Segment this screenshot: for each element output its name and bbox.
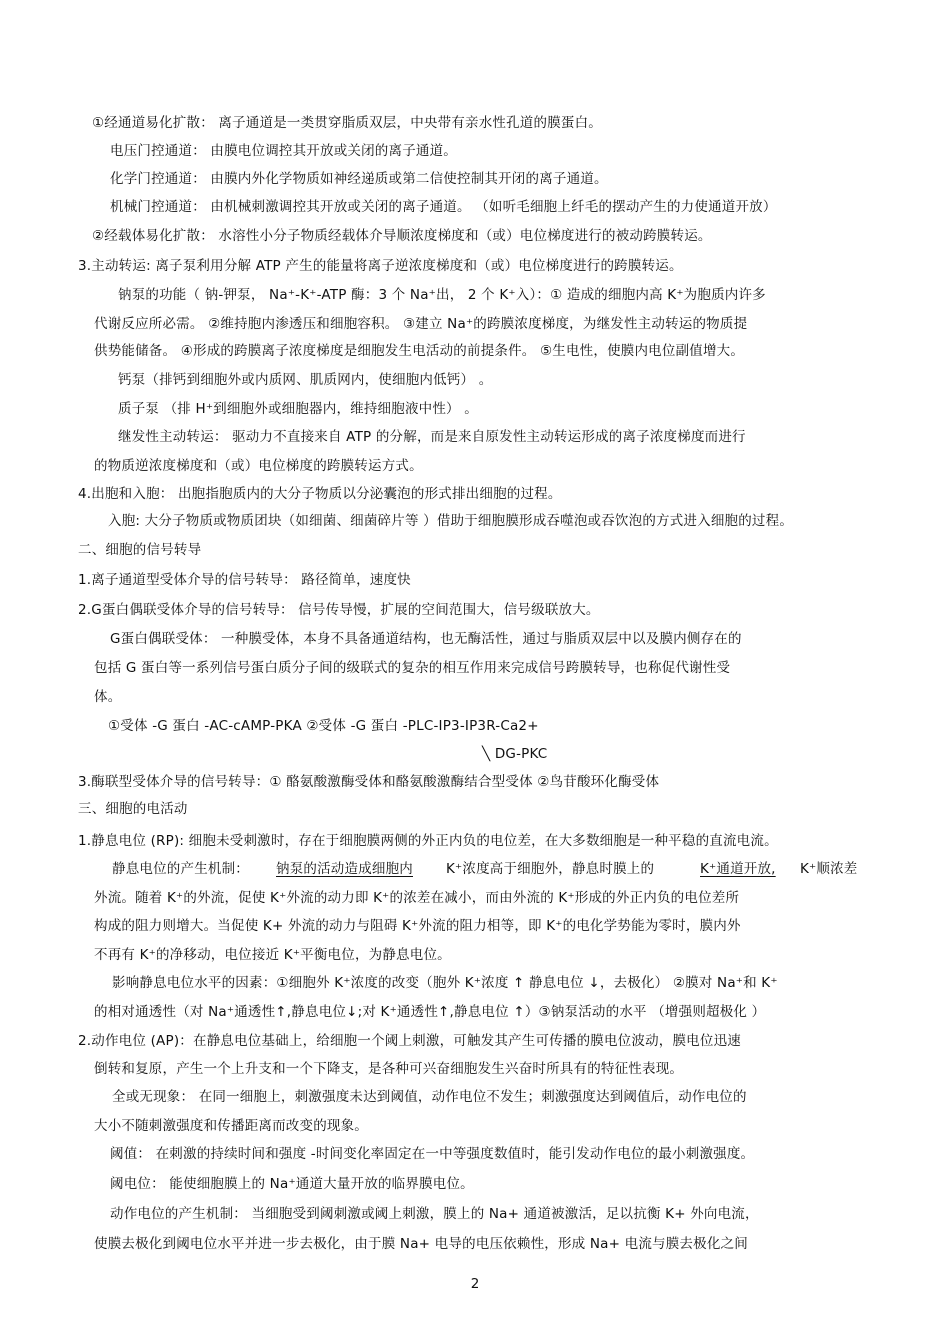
text-line: 不再有 K⁺的净移动，电位接近 K⁺平衡电位，为静息电位。: [94, 947, 451, 963]
text-line: 3.酶联型受体介导的信号转导：① 酪氨酸激酶受体和酪氨酸激酶结合型受体 ②鸟苷酸环化酶受体: [78, 774, 660, 790]
section-heading: 二、细胞的信号转导: [78, 542, 202, 558]
text-line: 大小不随刺激强度和传播距离而改变的现象。: [94, 1118, 368, 1134]
text-line: 倒转和复原，产生一个上升支和一个下降支，是各种可兴奋细胞发生兴奋时所具有的特征性表现。: [94, 1061, 684, 1077]
text-line: 钙泵（排钙到细胞外或内质网、肌质网内，使细胞内低钙） 。: [118, 372, 493, 388]
text-line: 1.静息电位 (RP): 细胞未受刺激时，存在于细胞膜两侧的外正内负的电位差，在大多数细胞是一种平稳的直流电流。: [78, 833, 778, 849]
text-line: 入胞: 大分子物质或物质团块（如细菌、细菌碎片等 ）借助于细胞膜形成吞噬泡或吞饮泡的方式进入细胞的过程。: [108, 513, 794, 529]
text-line: 的物质逆浓度梯度和（或）电位梯度的跨膜转运方式。: [94, 458, 423, 474]
text-line: K⁺顺浓差: [800, 861, 858, 877]
text-line: 使膜去极化到阈电位水平并进一步去极化，由于膜 Na+ 电导的电压依赖性，形成 Na+ 电流与膜去极化之间: [94, 1236, 748, 1252]
text-line: 全或无现象： 在同一细胞上，刺激强度未达到阈值，动作电位不发生；刺激强度达到阈值后，动作电位的: [112, 1089, 747, 1105]
text-line: 机械门控通道： 由机械刺激调控其开放或关闭的离子通道。 （如听毛细胞上纤毛的摆动产生的力使通道开放）: [110, 199, 777, 215]
text-line: 影响静息电位水平的因素：①细胞外 K⁺浓度的改变（胞外 K⁺浓度 ↑ 静息电位 ↓，去极化） ②膜对 Na⁺和 K⁺: [112, 975, 778, 991]
text-line: 1.离子通道型受体介导的信号转导： 路径简单，速度快: [78, 572, 411, 588]
text-line: 继发性主动转运： 驱动力不直接来自 ATP 的分解，而是来自原发性主动转运形成的离子浓度梯度而进行: [118, 429, 746, 445]
text-line: K⁺浓度高于细胞外，静息时膜上的: [446, 861, 655, 877]
text-line: 动作电位的产生机制： 当细胞受到阈刺激或阈上刺激，膜上的 Na+ 通道被激活，足以抗衡 K+ 外向电流，: [110, 1206, 759, 1222]
text-line: ①经通道易化扩散： 离子通道是一类贯穿脂质双层，中央带有亲水性孔道的膜蛋白。: [92, 115, 602, 131]
text-line: 2.动作电位 (AP)：在静息电位基础上，给细胞一个阈上刺激，可触发其产生可传播的膜电位波动，膜电位迅速: [78, 1033, 741, 1049]
text-line: 3.主动转运: 离子泵利用分解 ATP 产生的能量将离子逆浓度梯度和（或）电位梯度进行的跨膜转运。: [78, 258, 683, 274]
text-line: 包括 G 蛋白等一系列信号蛋白质分子间的级联式的复杂的相互作用来完成信号跨膜转导，也称促代谢性受: [94, 660, 731, 676]
text-line: 供势能储备。 ④形成的跨膜离子浓度梯度是细胞发生电活动的前提条件。 ⑤生电性，使膜内电位副值增大。: [94, 343, 745, 359]
text-line: 阈值： 在刺激的持续时间和强度 -时间变化率固定在一中等强度数值时，能引发动作电位的最小刺激强度。: [110, 1146, 755, 1162]
text-line: 代谢反应所必需。 ②维持胞内渗透压和细胞容积。 ③建立 Na⁺的跨膜浓度梯度，为继发性主动转运的物质提: [94, 316, 748, 332]
text-line: ②经载体易化扩散： 水溶性小分子物质经载体介导顺浓度梯度和（或）电位梯度进行的被动跨膜转运。: [92, 228, 712, 244]
section-heading: 三、细胞的电活动: [78, 801, 188, 817]
text-line: 静息电位的产生机制：: [112, 861, 249, 877]
text-line: ╲ DG-PKC: [482, 746, 548, 762]
underlined-text: 钠泵的活动造成细胞内: [276, 861, 413, 877]
text-line: G蛋白偶联受体： 一种膜受体，本身不具备通道结构，也无酶活性，通过与脂质双层中以及膜内侧存在的: [110, 631, 742, 647]
text-line: 钠泵的功能（ 钠-钾泵， Na⁺-K⁺-ATP 酶：3 个 Na⁺出， 2 个 K⁺入）：① 造成的细胞内高 K⁺为胞质内许多: [118, 287, 766, 303]
text-line: 化学门控通道： 由膜内外化学物质如神经递质或第二信使控制其开闭的离子通道。: [110, 171, 608, 187]
text-line: 的相对通透性（对 Na⁺通透性↑,静息电位↓;对 K⁺通透性↑,静息电位 ↑）③钠泵活动的水平 （增强则超极化 ）: [94, 1004, 766, 1020]
text-line: 质子泵 （排 H⁺到细胞外或细胞器内，维持细胞液中性） 。: [118, 401, 478, 417]
text-line: 2.G蛋白偶联受体介导的信号转导： 信号传导慢，扩展的空间范围大，信号级联放大。: [78, 602, 600, 618]
text-line: 体。: [94, 689, 122, 705]
text-line: 4.出胞和入胞： 出胞指胞质内的大分子物质以分泌囊泡的形式排出细胞的过程。: [78, 486, 562, 502]
page-number: 2: [470, 1276, 480, 1292]
text-line: 阈电位： 能使细胞膜上的 Na⁺通道大量开放的临界膜电位。: [110, 1176, 474, 1192]
text-line: 构成的阻力则增大。当促使 K+ 外流的动力与阻碍 K⁺外流的阻力相等，即 K⁺的电化学势能为零时，膜内外: [94, 918, 741, 934]
text-line: ①受体 -G 蛋白 -AC-cAMP-PKA ②受体 -G 蛋白 -PLC-IP3-IP3R-Ca2+: [108, 718, 539, 734]
underlined-text: K⁺通道开放,: [700, 861, 776, 877]
text-line: 外流。随着 K⁺的外流，促使 K⁺外流的动力即 K⁺的浓差在减小，而由外流的 K⁺形成的外正内负的电位差所: [94, 890, 740, 906]
text-line: 电压门控通道： 由膜电位调控其开放或关闭的离子通道。: [110, 143, 457, 159]
